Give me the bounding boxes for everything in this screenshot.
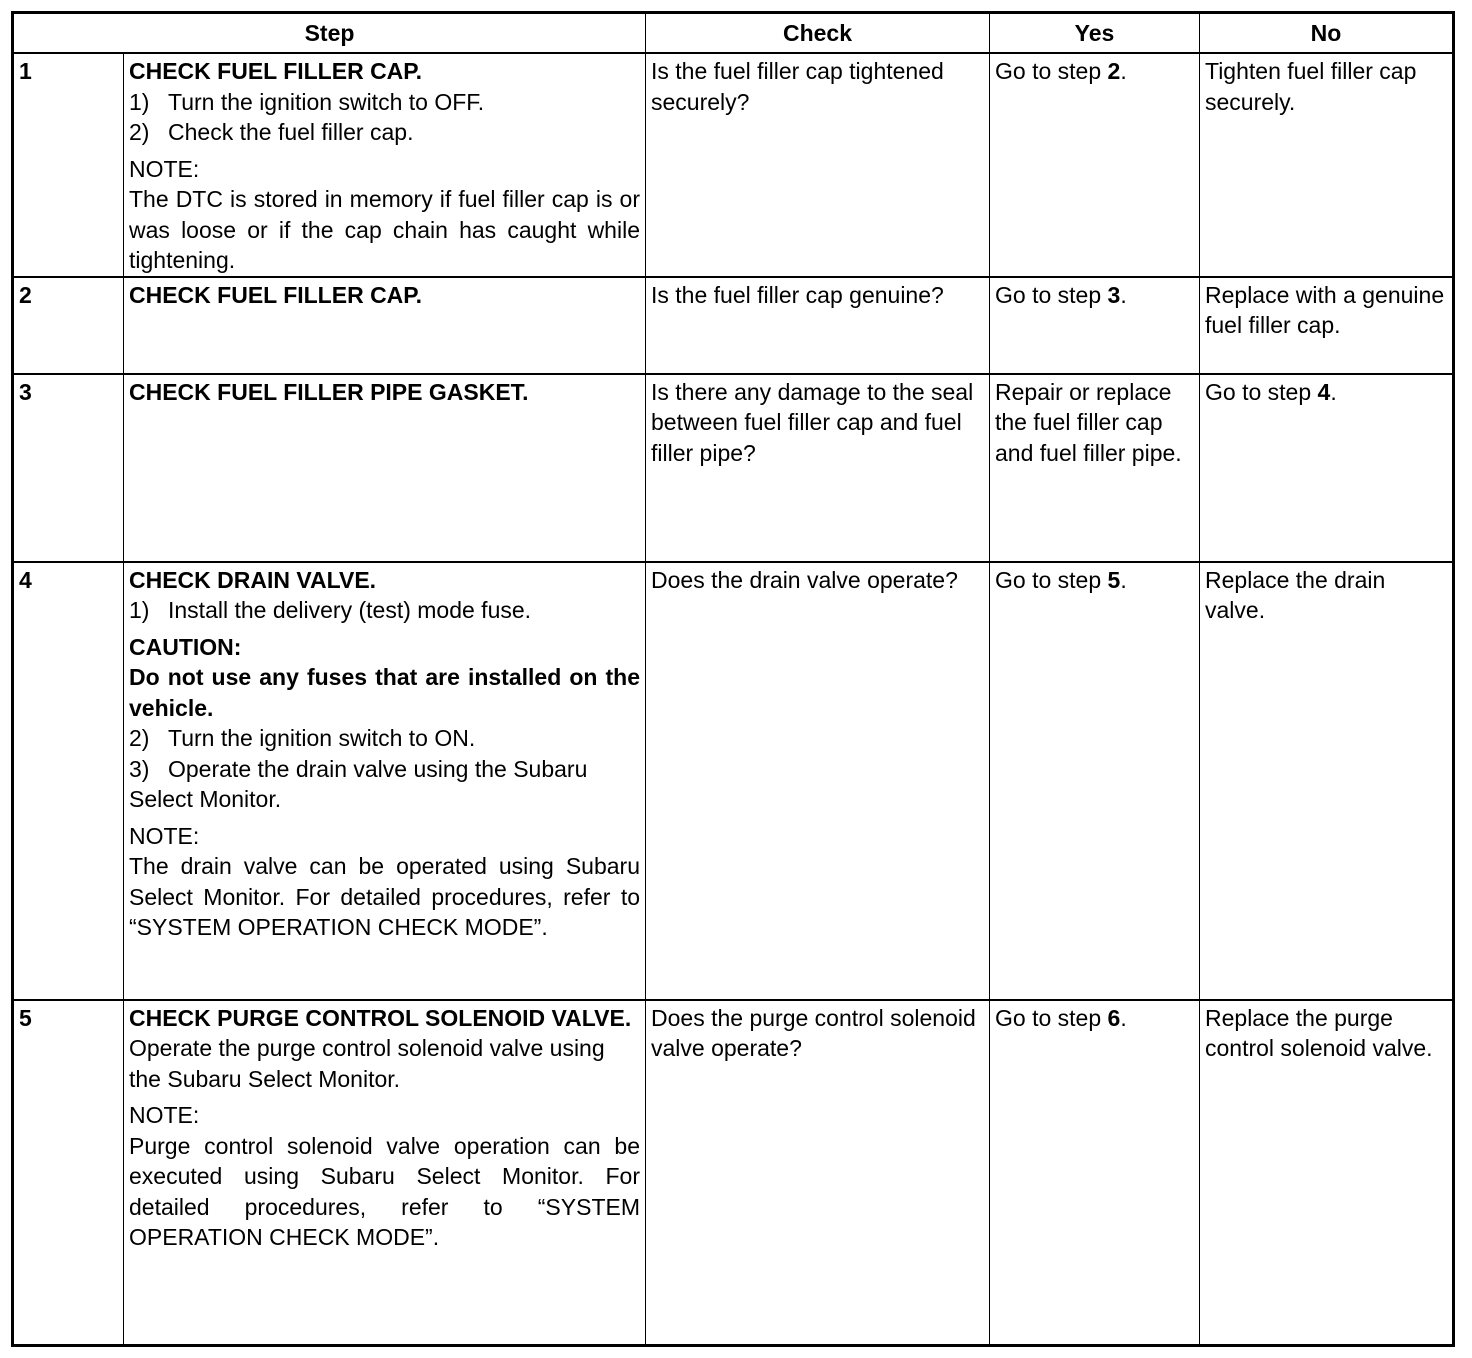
no-cell: Replace with a genuine fuel filler cap. [1200,277,1454,374]
caution-text: Do not use any fuses that are installed on the vehicle. [129,664,640,721]
yes-cell: Go to step 3. [990,277,1200,374]
step-number: 5 [13,1000,124,1346]
header-check: Check [646,13,990,54]
check-cell: Does the purge control solenoid valve operate? [646,1000,990,1346]
step-title: CHECK DRAIN VALVE. [129,566,377,593]
step-title: CHECK FUEL FILLER PIPE GASKET. [129,378,529,405]
goto-step-number: 5 [1107,566,1121,593]
yes-cell: Go to step 6. [990,1000,1200,1346]
no-cell: Replace the drain valve. [1200,562,1454,1000]
table-row [13,374,1454,562]
no-cell: Replace the purge control solenoid valve. [1200,1000,1454,1346]
substep-text: Install the delivery (test) mode fuse. [168,597,532,623]
header-step: Step [13,13,646,54]
step-number: 4 [13,562,124,1000]
step-title: CHECK PURGE CONTROL SOLENOID VALVE. [129,1004,632,1031]
note-text: The drain valve can be operated using Subaru Select Monitor. For detailed procedures, refer to “SYSTEM OPERATION CHECK MODE”. [129,853,640,940]
step-cell [124,53,646,277]
note-heading: NOTE: [129,822,200,849]
check-cell: Does the drain valve operate? [646,562,990,1000]
step-title: CHECK FUEL FILLER CAP. [129,281,423,308]
step-instruction: Operate the purge control solenoid valve using the Subaru Select Monitor. [129,1035,605,1092]
check-cell: Is the fuel filler cap genuine? [646,277,990,374]
substep [129,87,640,118]
goto-step-number: 4 [1317,378,1331,405]
goto-prefix: Go to step [995,1004,1102,1031]
step-number: 3 [13,374,124,562]
step-title: CHECK FUEL FILLER CAP. [129,58,423,84]
yes-cell: Go to step 2. [990,53,1200,277]
substep [129,117,640,148]
substep [129,723,640,754]
step-number: 1 [13,53,124,277]
substep-text: Turn the ignition switch to OFF. [168,88,485,115]
substep-index: 3) [129,755,150,782]
yes-cell: Repair or replace the fuel filler cap and fuel filler pipe. [990,374,1200,562]
table-row [13,562,1454,1000]
note-text: The DTC is stored in memory if fuel filler cap is or was loose or if the cap chain has caught while tightening. [129,186,640,273]
goto-prefix: Go to step [1205,378,1312,405]
header-row [13,13,1454,54]
caution-heading: CAUTION: [129,633,242,660]
note-text: Purge control solenoid valve operation can be executed using Subaru Select Monitor. For detailed procedures, refer to “SYSTEM OPERATION CHECK MODE”. [129,1132,640,1250]
goto-prefix: Go to step [995,566,1102,593]
no-cell: Go to step 4. [1200,374,1454,562]
substep-index: 2) [129,725,150,751]
step-number: 2 [13,277,124,374]
substep-index: 1) [129,88,150,115]
substep [129,595,640,626]
step-cell [124,562,646,1000]
substep-index: 1) [129,597,150,623]
diagnostic-procedure-table [11,11,1455,1347]
check-cell: Is there any damage to the seal between fuel filler cap and fuel filler pipe? [646,374,990,562]
goto-prefix: Go to step [995,58,1102,84]
table-row [13,53,1454,277]
step-cell [124,374,646,562]
check-cell: Is the fuel filler cap tightened securely? [646,53,990,277]
substep [129,754,640,815]
header-yes: Yes [990,13,1200,54]
table-row [13,277,1454,374]
substep-text: Check the fuel filler cap. [168,119,414,145]
step-cell [124,1000,646,1346]
substep-text: Turn the ignition switch to ON. [168,725,476,751]
no-cell: Tighten fuel filler cap securely. [1200,53,1454,277]
step-cell [124,277,646,374]
note-heading: NOTE: [129,155,200,182]
table-row [13,1000,1454,1346]
goto-step-number: 6 [1107,1004,1121,1031]
goto-step-number: 3 [1107,281,1121,308]
note-heading: NOTE: [129,1102,200,1128]
substep-text: Operate the drain valve using the Subaru Select Monitor. [129,755,588,812]
goto-prefix: Go to step [995,281,1102,308]
yes-cell: Go to step 5. [990,562,1200,1000]
substep-index: 2) [129,119,150,145]
goto-step-number: 2 [1107,58,1121,84]
header-no: No [1200,13,1454,54]
